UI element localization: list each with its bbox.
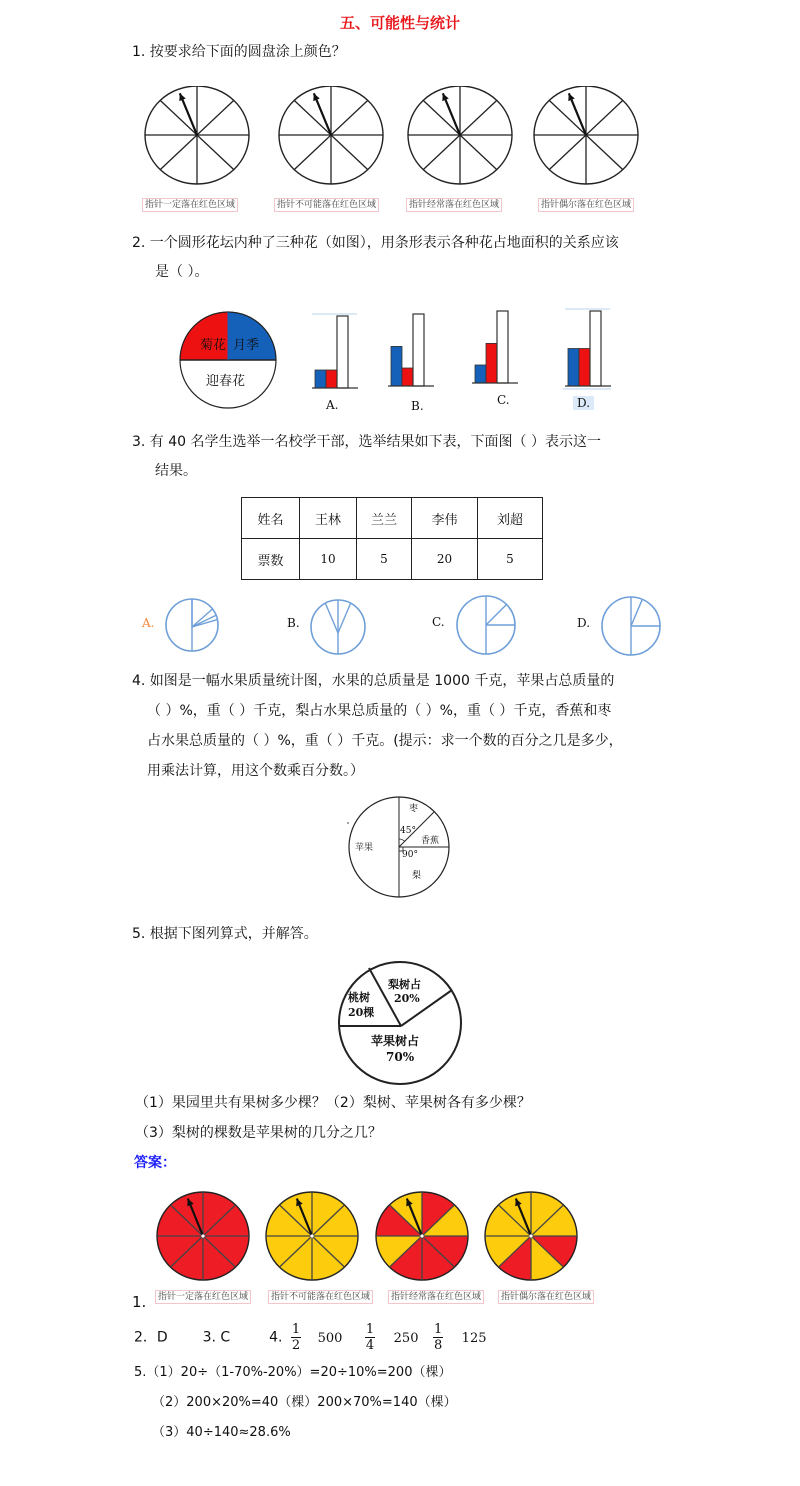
pie-label-apple-name: 苹果树占	[371, 1034, 420, 1048]
row-header: 姓名	[242, 498, 300, 539]
spinner-caption: 指针一定落在红色区域	[142, 198, 238, 212]
denominator: 4	[365, 1338, 375, 1353]
q3-option-a[interactable]: A.	[142, 616, 155, 630]
answer-4-value: 500	[317, 1330, 343, 1346]
pie-label-pear-name: 梨树占	[388, 978, 421, 991]
votes-table	[241, 497, 543, 580]
name-cell: 王林	[300, 498, 357, 539]
answer-5-line-1: 5.（1）20÷（1-70%-20%）=20÷10%=200（棵）	[134, 1365, 452, 1380]
pie-label-apple-percent: 70%	[386, 1050, 415, 1064]
table-row	[242, 539, 543, 580]
question-5-sub-2: （3）梨树的棵数是苹果树的几分之几？	[135, 1125, 382, 1141]
bar-options	[300, 300, 620, 420]
answer-4-label: 4.	[269, 1329, 283, 1346]
numerator: 1	[433, 1322, 443, 1337]
pie-label-chrysanthemum: 菊花	[200, 338, 227, 353]
pie-label-pear-percent: 20%	[394, 992, 420, 1005]
spinner-caption: 指针偶尔落在红色区域	[538, 198, 634, 212]
answers-2-3-4	[134, 1322, 487, 1352]
angle-90-label: 90°	[402, 850, 418, 860]
bar-red	[579, 349, 590, 387]
option-c-label[interactable]: C.	[497, 393, 510, 407]
pie-label-banana: 香蕉	[421, 836, 440, 846]
bar-blue	[391, 346, 402, 386]
bar-red	[486, 343, 497, 383]
option-a-label[interactable]: A.	[326, 398, 339, 412]
q3-option-b[interactable]: B.	[287, 616, 300, 630]
bar-white	[590, 311, 601, 386]
angle-45-label: 45°	[400, 826, 416, 836]
option-b-label[interactable]: B.	[411, 399, 424, 413]
answers-heading: 答案：	[134, 1155, 176, 1171]
spinner-hub	[201, 1234, 204, 1237]
bar-blue	[568, 349, 579, 387]
answer-1-spinners-svg	[150, 1188, 600, 1288]
pie-label-peach-count: 20棵	[348, 1006, 375, 1019]
spinner-hub	[310, 1234, 313, 1237]
numerator: 1	[365, 1322, 375, 1337]
question-4-line-2: （ ）%，重（ ）千克，梨占水果总质量的（ ）%，重（ ）千克，香蕉和枣	[147, 703, 612, 719]
answer-5-line-2: （2）200×20%=40（棵）200×70%=140（棵）	[152, 1395, 457, 1410]
answer-2: 2．D	[134, 1329, 168, 1346]
answer-5-line-3: （3）40÷140≈28.6%	[152, 1425, 291, 1440]
vote-cell: 5	[478, 539, 543, 580]
pie-label-pear: 梨	[412, 871, 422, 881]
orchard-pie-chart	[335, 960, 465, 1088]
pie-label-date: 枣	[409, 804, 419, 814]
row-header: 票数	[242, 539, 300, 580]
option-pie-divider	[338, 603, 351, 633]
flowerbed-pie	[178, 310, 278, 410]
spinner-caption: 指针经常落在红色区域	[388, 1290, 484, 1304]
q1-spinner-group	[140, 86, 670, 186]
vote-cell: 5	[357, 539, 412, 580]
question-5-sub-1: （1）果园里共有果树多少棵？（2）梨树、苹果树各有多少棵？	[135, 1095, 531, 1111]
question-1-text: 1. 按要求给下面的圆盘涂上颜色？	[132, 44, 346, 60]
fraction	[433, 1322, 443, 1353]
answer-3: 3. C	[202, 1329, 231, 1346]
question-2-line-1: 2. 一个圆形花坛内种了三种花（如图），用条形表示各种花占地面积的关系应该	[132, 235, 619, 251]
name-cell: 刘超	[478, 498, 543, 539]
question-1-spinners	[140, 86, 670, 216]
question-4-line-1: 4. 如图是一幅水果质量统计图，水果的总质量是 1000 千克，苹果占总质量的	[132, 673, 615, 689]
question-5-text: 5. 根据下图列算式，并解答。	[132, 926, 318, 942]
answer-1-label: 1.	[132, 1293, 147, 1311]
spinner-hub	[529, 1234, 532, 1237]
answer-1-captions	[150, 1290, 610, 1306]
bar-white	[497, 311, 508, 383]
bar-white	[413, 314, 424, 386]
question-3-line-1: 3. 有 40 名学生选举一名校学干部，选举结果如下表，下面图（ ）表示这一	[132, 434, 601, 450]
fraction	[291, 1322, 301, 1353]
vote-cell: 20	[412, 539, 478, 580]
denominator: 2	[291, 1338, 301, 1353]
question-3-line-2: 结果。	[155, 463, 197, 479]
q3-pie-options	[130, 590, 670, 660]
fruit-pie-chart	[345, 795, 460, 900]
option-pie-divider	[325, 603, 338, 633]
numerator: 1	[291, 1322, 301, 1337]
q3-option-d[interactable]: D.	[577, 616, 591, 630]
option-pie-divider	[631, 599, 642, 626]
name-cell: 兰兰	[357, 498, 412, 539]
bar-blue	[475, 365, 486, 383]
name-cell: 李伟	[412, 498, 478, 539]
spinner-caption: 指针偶尔落在红色区域	[498, 1290, 594, 1304]
question-4-line-3: 占水果总质量的（ ）%，重（ ）千克。(提示：求一个数的百分之几是多少，	[147, 733, 623, 749]
pie-label-winter-jasmine: 迎春花	[206, 374, 246, 389]
bar-white	[337, 316, 348, 388]
bar-blue	[315, 370, 326, 388]
answer-1-spinners	[150, 1188, 600, 1288]
fraction	[365, 1322, 375, 1353]
pie-label-rose: 月季	[233, 338, 260, 353]
bar-options-svg	[300, 300, 620, 395]
option-d-label[interactable]: D.	[573, 396, 594, 410]
spinner-caption: 指针不可能落在红色区域	[268, 1290, 373, 1304]
option-pie-divider	[486, 604, 507, 625]
bar-red	[402, 368, 413, 386]
spinner-caption: 指针经常落在红色区域	[406, 198, 502, 212]
spinner-caption: 指针一定落在红色区域	[155, 1290, 251, 1304]
question-2-line-2: 是（ ）。	[155, 264, 209, 280]
q3-option-c[interactable]: C.	[432, 615, 445, 629]
question-4-line-4: 用乘法计算，用这个数乘百分数。）	[147, 763, 364, 779]
pie-label-apple: 苹果	[355, 843, 374, 853]
pie-label-peach-name: 桃树	[348, 991, 370, 1004]
vote-cell: 10	[300, 539, 357, 580]
denominator: 8	[433, 1338, 443, 1353]
bar-red	[326, 370, 337, 388]
table-row	[242, 498, 543, 539]
answer-4-value: 125	[461, 1330, 487, 1346]
answer-4-value: 250	[393, 1330, 419, 1346]
page-title: 五、可能性与统计	[339, 14, 460, 32]
spinner-caption: 指针不可能落在红色区域	[274, 198, 379, 212]
spinner-hub	[420, 1234, 423, 1237]
